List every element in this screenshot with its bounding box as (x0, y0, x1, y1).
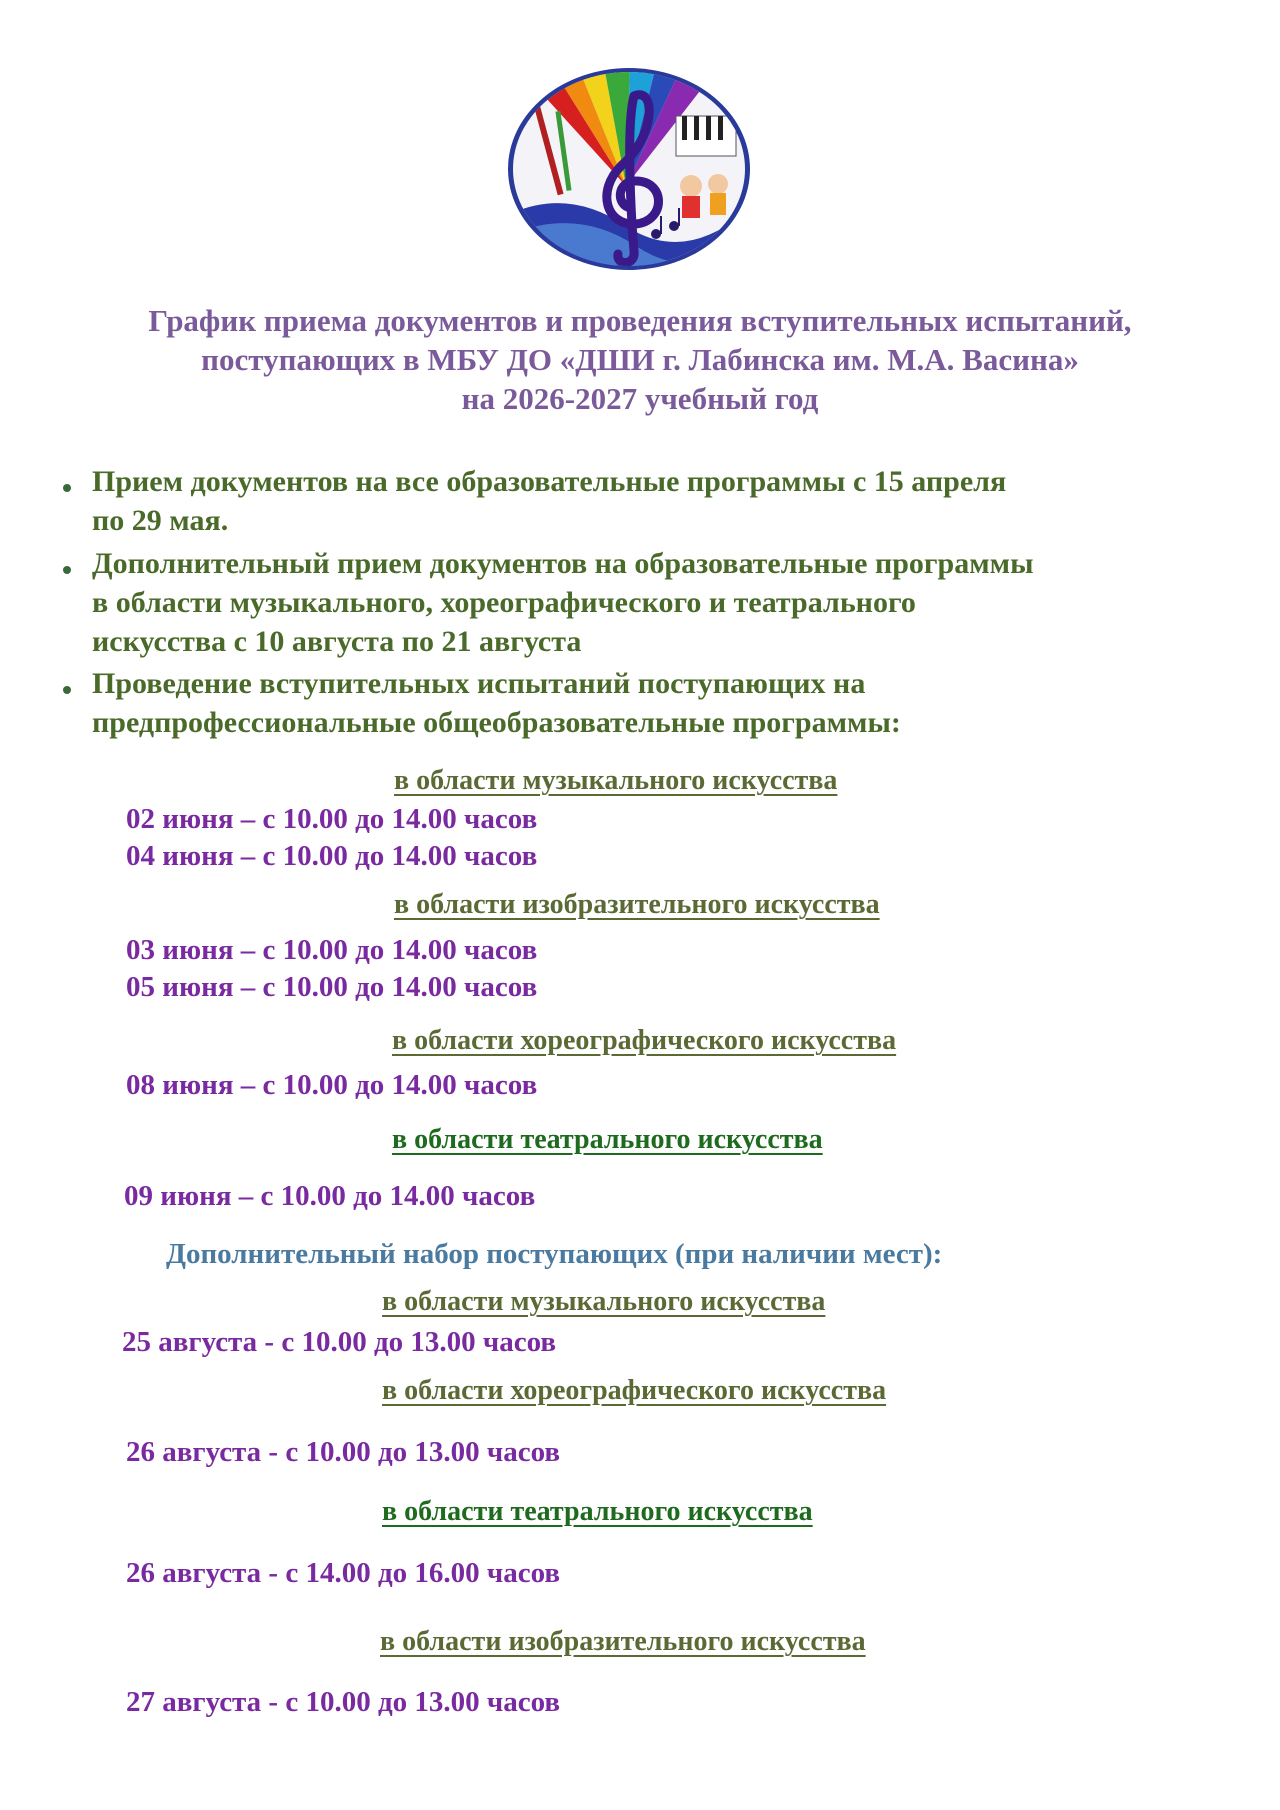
area-heading-music: в области музыкального искусства (394, 765, 838, 796)
area-heading-theatre: в области театрального искусства (382, 1496, 813, 1527)
school-logo-icon (506, 66, 752, 272)
title-line-1: График приема документов и проведения вступительных испытаний, (148, 303, 1132, 338)
bullet-icon (60, 563, 74, 577)
schedule-date: 02 июня – с 10.00 до 14.00 часов (126, 803, 538, 835)
bullet-icon (60, 481, 74, 495)
extra-admission-heading: Дополнительный набор поступающих (при наличии мест): (166, 1238, 943, 1270)
schedule-date: 05 июня – с 10.00 до 14.00 часов (126, 971, 538, 1003)
schedule-date: 26 августа - с 14.00 до 16.00 часов (126, 1557, 561, 1589)
bullet-text: предпрофессиональные общеобразовательные программы: (92, 706, 901, 739)
area-heading-fine-art: в области изобразительного искусства (380, 1626, 866, 1657)
area-heading-choreography: в области хореографического искусства (382, 1375, 887, 1406)
area-heading-theatre: в области театрального искусства (392, 1124, 823, 1155)
schedule-date: 26 августа - с 10.00 до 13.00 часов (126, 1436, 561, 1468)
bullet-text: искусства с 10 августа по 21 августа (92, 625, 582, 658)
schedule-date: 08 июня – с 10.00 до 14.00 часов (126, 1069, 538, 1101)
title-line-2: поступающих в МБУ ДО «ДШИ г. Лабинска им. М.А. Васина» (201, 342, 1079, 377)
area-heading-music: в области музыкального искусства (382, 1286, 826, 1317)
bullet-text: Прием документов на все образовательные программы с 15 апреля (92, 465, 1007, 498)
area-heading-fine-art: в области изобразительного искусства (394, 889, 880, 920)
schedule-date: 27 августа - с 10.00 до 13.00 часов (126, 1686, 561, 1718)
schedule-date: 25 августа - с 10.00 до 13.00 часов (122, 1326, 557, 1358)
title-line-3: на 2026-2027 учебный год (461, 381, 819, 416)
schedule-date: 03 июня – с 10.00 до 14.00 часов (126, 934, 538, 966)
bullet-text: в области музыкального, хореографического и театрального (92, 586, 916, 619)
bullet-text: Дополнительный прием документов на образовательные программы (92, 547, 1034, 580)
area-heading-choreography: в области хореографического искусства (392, 1025, 897, 1056)
bullet-text: по 29 мая. (92, 504, 229, 537)
schedule-date: 04 июня – с 10.00 до 14.00 часов (126, 840, 538, 872)
bullet-icon (60, 683, 74, 697)
schedule-date: 09 июня – с 10.00 до 14.00 часов (124, 1180, 536, 1212)
bullet-text: Проведение вступительных испытаний поступающих на (92, 667, 866, 700)
